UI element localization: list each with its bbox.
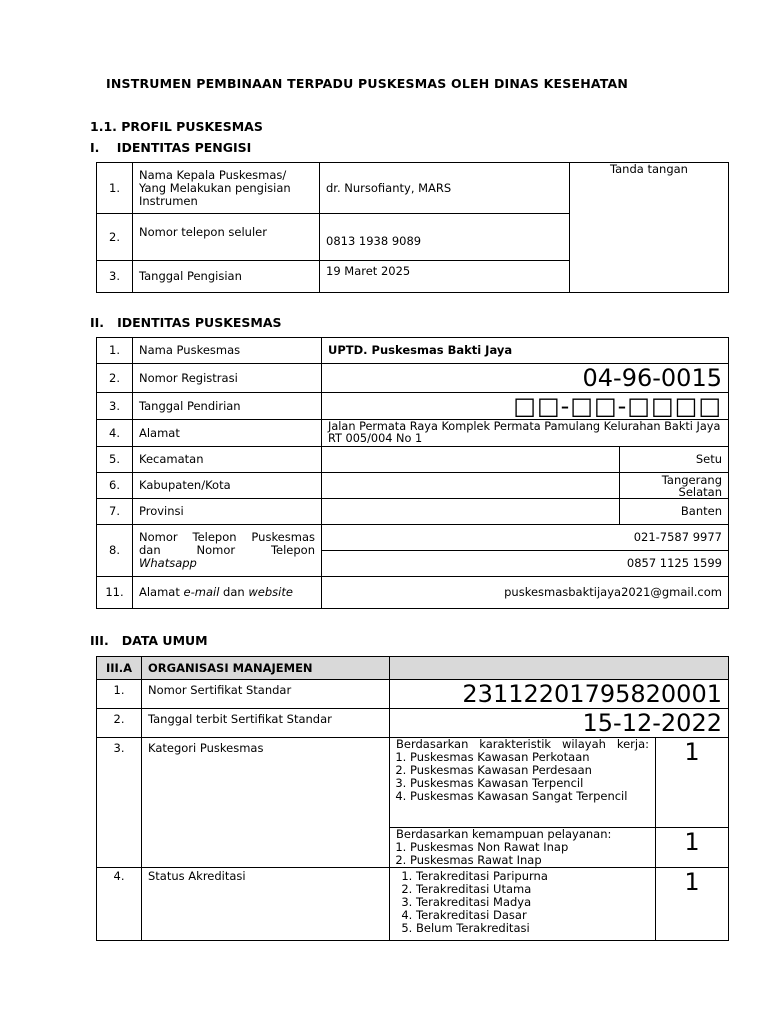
kecamatan-value: Setu xyxy=(620,447,729,473)
row-number: 3. xyxy=(97,738,142,868)
field-label: Nomor telepon seluler xyxy=(133,214,320,261)
field-label: Tanggal terbit Sertifikat Standar xyxy=(142,709,390,738)
telepon-label-text: Nomor Telepon Puskesmas dan Nomor Telepon xyxy=(139,530,315,557)
whatsapp-label: Whatsapp xyxy=(139,556,197,570)
row-number: 3. xyxy=(97,393,133,420)
kepala-puskesmas-value: dr. Nursofianty, MARS xyxy=(320,163,570,214)
section2-heading: II. IDENTITAS PUSKESMAS xyxy=(90,315,282,330)
profil-heading: 1.1. PROFIL PUSKESMAS xyxy=(90,119,263,134)
row-number: 2. xyxy=(97,364,133,393)
akreditasi-option: 4. Terakreditasi Dasar xyxy=(416,909,649,922)
layanan-options-cell xyxy=(390,828,656,868)
layanan-value: 1 xyxy=(656,828,729,868)
section-title: ORGANISASI MANAJEMEN xyxy=(142,657,390,680)
telepon-value: 0813 1938 9089 xyxy=(320,214,570,261)
provinsi-value: Banten xyxy=(620,499,729,525)
field-label: Tanggal Pengisian xyxy=(133,261,320,293)
row-number: 4. xyxy=(97,868,142,941)
tanggal-pengisian-value: 19 Maret 2025 xyxy=(320,261,570,293)
akreditasi-option: 3. Terakreditasi Madya xyxy=(416,896,649,909)
nama-puskesmas-value: UPTD. Puskesmas Bakti Jaya xyxy=(322,338,729,364)
telepon-puskesmas-value: 021-7587 9977 xyxy=(322,525,729,551)
field-label: Nama Kepala Puskesmas/ Yang Melakukan pengisian Instrumen xyxy=(133,163,320,214)
document-title: INSTRUMEN PEMBINAAN TERPADU PUSKESMAS OLEH DINAS KESEHATAN xyxy=(106,76,629,91)
row-number: 7. xyxy=(97,499,133,525)
field-label: Status Akreditasi xyxy=(142,868,390,941)
wilayah-option: 4. Puskesmas Kawasan Sangat Terpencil xyxy=(410,790,649,803)
tanggal-pendirian-value: □□-□□-□□□□ xyxy=(322,393,729,420)
layanan-options-list xyxy=(396,841,649,867)
wilayah-option: 2. Puskesmas Kawasan Perdesaan xyxy=(410,764,649,777)
header-empty-cell xyxy=(390,657,729,680)
layanan-option: 1. Puskesmas Non Rawat Inap xyxy=(410,841,649,854)
row-number: 2. xyxy=(97,214,133,261)
empty-cell xyxy=(322,499,620,525)
akreditasi-options-list xyxy=(396,870,649,935)
kabupaten-value: Tangerang Selatan xyxy=(620,473,729,499)
wilayah-intro-line: Berdasarkan karakteristik wilayah kerja: xyxy=(396,737,649,751)
telepon-label xyxy=(133,525,322,577)
row-number: 4. xyxy=(97,420,133,447)
whatsapp-value: 0857 1125 1599 xyxy=(322,551,729,577)
akreditasi-option: 2. Terakreditasi Utama xyxy=(416,883,649,896)
wilayah-options-list xyxy=(396,751,649,803)
label-part: dan xyxy=(219,585,249,599)
email-label: e-mail xyxy=(183,585,220,599)
field-label: Nomor Sertifikat Standar xyxy=(142,680,390,709)
row-number: 6. xyxy=(97,473,133,499)
field-label: Alamat xyxy=(133,420,322,447)
wilayah-value: 1 xyxy=(656,738,729,828)
empty-cell xyxy=(322,473,620,499)
empty-cell xyxy=(322,447,620,473)
identitas-pengisi-table xyxy=(96,162,729,293)
data-umum-table xyxy=(96,656,729,941)
nomor-registrasi-value: 04-96-0015 xyxy=(322,364,729,393)
row-number: 5. xyxy=(97,447,133,473)
akreditasi-option: 1. Terakreditasi Paripurna xyxy=(416,870,649,883)
field-label: Tanggal Pendirian xyxy=(133,393,322,420)
layanan-intro: Berdasarkan kemampuan pelayanan: xyxy=(396,827,612,841)
nomor-sertifikat-value: 23112201795820001 xyxy=(390,680,729,709)
wilayah-options-cell xyxy=(390,738,656,828)
identitas-puskesmas-table xyxy=(96,337,729,609)
field-label: Nama Puskesmas xyxy=(133,338,322,364)
akreditasi-option: 5. Belum Terakreditasi xyxy=(416,922,649,935)
wilayah-option: 3. Puskesmas Kawasan Terpencil xyxy=(410,777,649,790)
field-label: Nomor Registrasi xyxy=(133,364,322,393)
website-label: website xyxy=(248,585,293,599)
field-label: Kategori Puskesmas xyxy=(142,738,390,868)
signature-label: Tanda tangan xyxy=(610,162,688,176)
signature-box xyxy=(570,163,729,293)
row-number: 1. xyxy=(97,680,142,709)
row-number: 8. xyxy=(97,525,133,577)
email-website-label xyxy=(133,577,322,609)
row-number: 1. xyxy=(97,163,133,214)
wilayah-option: 1. Puskesmas Kawasan Perkotaan xyxy=(410,751,649,764)
alamat-value: Jalan Permata Raya Komplek Permata Pamulang Kelurahan Bakti Jaya RT 005/004 No 1 xyxy=(322,420,729,447)
email-value: puskesmasbaktijaya2021@gmail.com xyxy=(322,577,729,609)
row-number: 11. xyxy=(97,577,133,609)
field-label: Kecamatan xyxy=(133,447,322,473)
akreditasi-options-cell xyxy=(390,868,656,941)
tanggal-terbit-value: 15-12-2022 xyxy=(390,709,729,738)
label-part: Alamat xyxy=(139,585,184,599)
layanan-option: 2. Puskesmas Rawat Inap xyxy=(410,854,649,867)
field-label: Kabupaten/Kota xyxy=(133,473,322,499)
field-label: Provinsi xyxy=(133,499,322,525)
row-number: 2. xyxy=(97,709,142,738)
section-code: III.A xyxy=(97,657,142,680)
akreditasi-value: 1 xyxy=(656,868,729,941)
section3-heading: III. DATA UMUM xyxy=(90,633,208,648)
row-number: 3. xyxy=(97,261,133,293)
section1-heading: I. IDENTITAS PENGISI xyxy=(90,140,252,155)
row-number: 1. xyxy=(97,338,133,364)
